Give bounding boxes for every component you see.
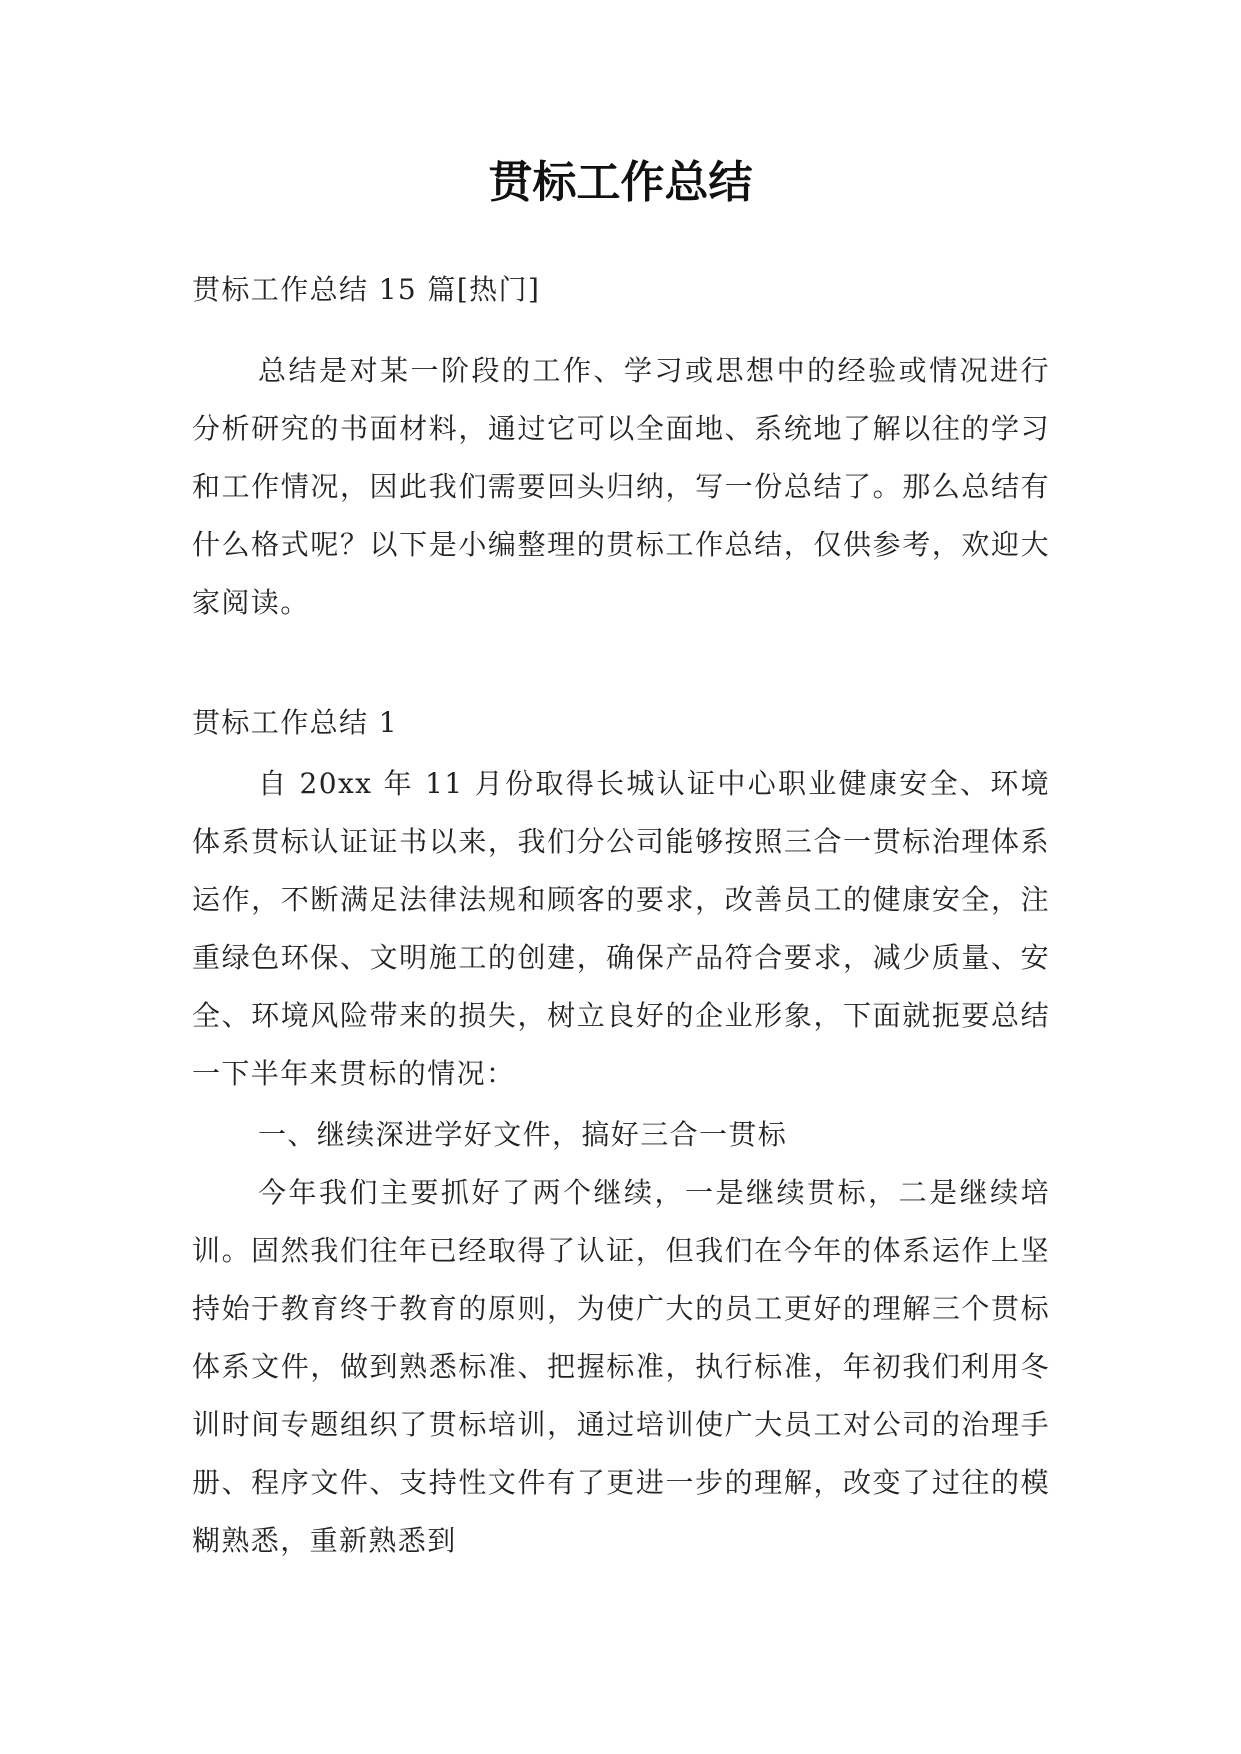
section-heading: 贯标工作总结 1 [192, 706, 398, 739]
intro-paragraph: 总结是对某一阶段的工作、学习或思想中的经验或情况进行分析研究的书面材料，通过它可以全面地、系统地了解以往的学习和工作情况，因此我们需要回头归纳，写一份总结了。那么总结有什么格式呢？以下是小编整理的贯标工作总结，仅供参考，欢迎大家阅读。 [192, 354, 1050, 619]
document-title: 贯标工作总结 [488, 157, 753, 208]
section-subheading: 一、继续深进学好文件，搞好三合一贯标 [258, 1118, 788, 1151]
document-subtitle: 贯标工作总结 15 篇[热门] [192, 273, 541, 306]
section-paragraph: 今年我们主要抓好了两个继续，一是继续贯标，二是继续培训。固然我们往年已经取得了认证，但我们在今年的体系运作上坚持始于教育终于教育的原则，为使广大的员工更好的理解三个贯标体系文件，做到熟悉标准、把握标准，执行标准，年初我们利用冬训时间专题组织了贯标培训，通过培训使广大员工对公司的治理手册、程序文件、支持性文件有了更进一步的理解，改变了过往的模糊熟悉，重新熟悉到 [192, 1176, 1050, 1557]
section-paragraph: 自 20xx 年 11 月份取得长城认证中心职业健康安全、环境体系贯标认证证书以来，我们分公司能够按照三合一贯标治理体系运作，不断满足法律法规和顾客的要求，改善员工的健康安全，注重绿色环保、文明施工的创建，确保产品符合要求，减少质量、安全、环境风险带来的损失，树立良好的企业形象，下面就扼要总结一下半年来贯标的情况： [192, 767, 1050, 1090]
